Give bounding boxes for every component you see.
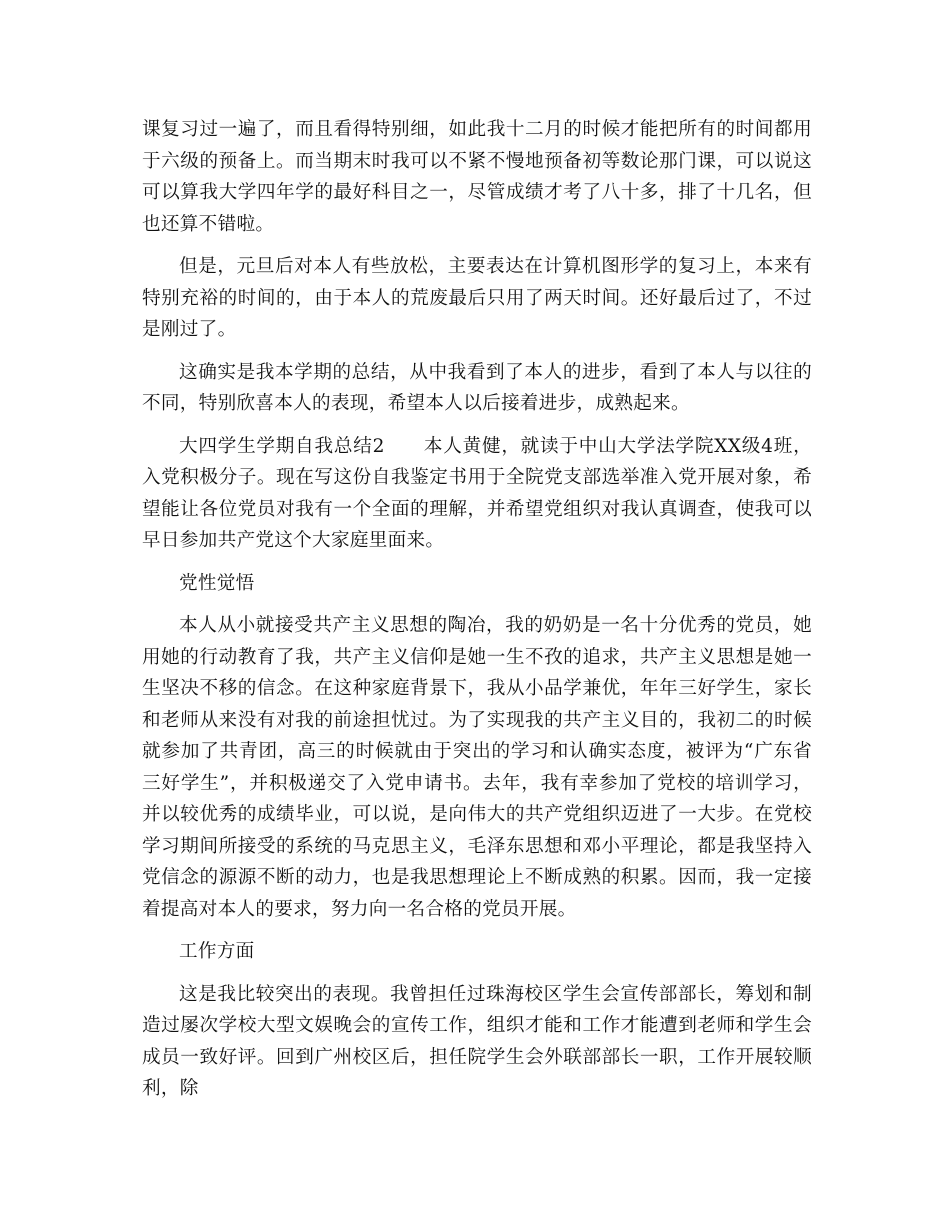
paragraph-work: 这是我比较突出的表现。我曾担任过珠海校区学生会宣传部部长，筹划和制造过屡次学校大型文娱晚会的宣传工作，组织才能和工作才能遭到老师和学生会成员一致好评。回到广州校区后，担任院学生会外联部部长一职，工作开展较顺利，除 <box>142 983 812 1099</box>
section-heading-work: 工作方面 <box>179 941 255 962</box>
section-heading-party-awareness: 党性觉悟 <box>179 572 255 594</box>
paragraph-self-summary-2: 大四学生学期自我总结2 本人黄健，就读于中山大学法学院XX级4班，入党积极分子。现在写这份自我鉴定书用于全院党支部选举准入党开展对象，希望能让各位党员对我有一个全面的理解，并希望党组织对我认真调查，使我可以早日参加共产党这个大家庭里面来。 <box>142 435 812 551</box>
paragraph-party-awareness: 本人从小就接受共产主义思想的陶冶，我的奶奶是一名十分优秀的党员，她用她的行动教育了我，共产主义信仰是她一生不孜的追求，共产主义思想是她一生坚决不移的信念。在这种家庭背景下，我从小品学兼优，年年三好学生，家长和老师从来没有对我的前途担忧过。为了实现我的共产主义目的，我初二的时候就参加了共青团，高三的时候就由于突出的学习和认确实态度，被评为“广东省三好学生”，并积极递交了入党申请书。去年，我有幸参加了党校的培训学习，并以较优秀的成绩毕业，可以说，是向伟大的共产党组织迈进了一大步。在党校学习期间所接受的系统的马克思主义，毛泽东思想和邓小平理论，都是我坚持入党信念的源源不断的动力，也是我思想理论上不断成熟的积累。因而，我一定接着提高对本人的要求，努力向一名合格的党员开展。 <box>142 615 812 920</box>
paragraph-new-year: 但是，元旦后对本人有些放松，主要表达在计算机图形学的复习上，本来有特别充裕的时间的，由于本人的荒废最后只用了两天时间。还好最后过了，不过是刚过了。 <box>142 256 812 340</box>
paragraph-continuation: 课复习过一遍了，而且看得特别细，如此我十二月的时候才能把所有的时间都用于六级的预备上。而当期末时我可以不紧不慢地预备初等数论那门课，可以说这可以算我大学四年学的最好科目之一，尽管成绩才考了八十多，排了十几名，但也还算不错啦。 <box>142 119 812 235</box>
paragraph-semester-summary: 这确实是我本学期的总结，从中我看到了本人的进步，看到了本人与以往的不同，特别欣喜本人的表现，希望本人以后接着进步，成熟起来。 <box>142 361 812 414</box>
document-page <box>142 114 812 1116</box>
